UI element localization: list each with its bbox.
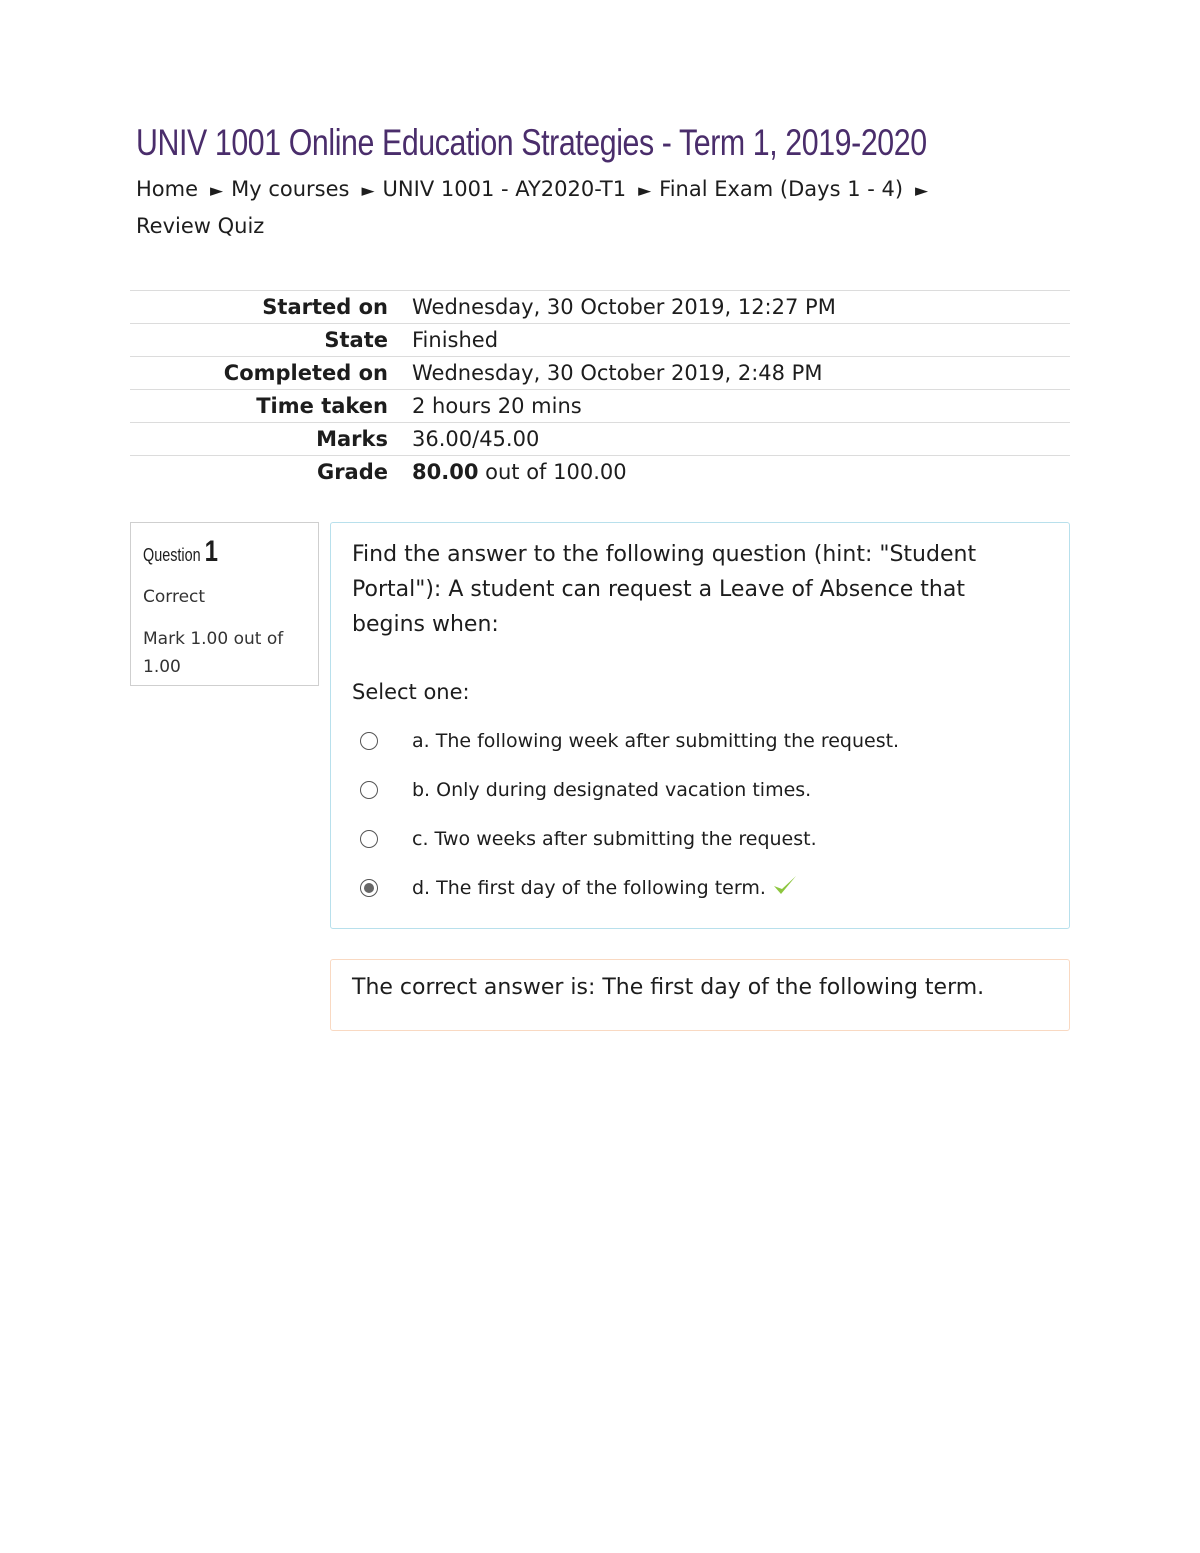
answer-option-d[interactable] (352, 863, 1048, 912)
grade-score: 80.00 (412, 460, 479, 484)
summary-row-marks (130, 422, 1070, 455)
grade-out-of: out of 100.00 (485, 460, 627, 484)
summary-label: Completed on (223, 361, 388, 385)
breadcrumb-quiz-link[interactable]: Final Exam (Days 1 - 4) (659, 177, 904, 201)
question-number (143, 535, 273, 569)
summary-value (388, 460, 627, 484)
radio-button[interactable] (360, 781, 378, 799)
summary-label: Grade (316, 460, 388, 484)
answer-option-b[interactable] (352, 765, 1048, 814)
answer-list (352, 716, 1048, 912)
question-number-value: 1 (204, 535, 218, 568)
summary-label: Started on (262, 295, 388, 319)
radio-button[interactable] (360, 830, 378, 848)
summary-label: Time taken (256, 394, 388, 418)
radio-button[interactable] (360, 732, 378, 750)
quiz-summary-table (130, 290, 1070, 488)
answer-label: b. Only during designated vacation times. (412, 778, 812, 801)
summary-row-completed (130, 356, 1070, 389)
breadcrumb-separator-icon: ► (915, 181, 929, 201)
summary-value: Finished (412, 328, 499, 352)
breadcrumb (136, 172, 1016, 244)
summary-row-grade (130, 455, 1070, 488)
summary-row-started (130, 290, 1070, 323)
question-info-panel (130, 522, 319, 686)
question-text: Find the answer to the following question (hint: "Student Portal"): A student can request a Leave of Absence that begins when: (352, 542, 977, 637)
summary-row-state (130, 323, 1070, 356)
summary-row-time-taken (130, 389, 1070, 422)
summary-label: Marks (316, 427, 388, 451)
answer-label: c. Two weeks after submitting the request. (412, 827, 817, 850)
breadcrumb-course-link[interactable]: UNIV 1001 - AY2020-T1 (382, 177, 627, 201)
question-state: Correct (143, 587, 206, 607)
question-prefix: Question (143, 545, 201, 565)
page-title: UNIV 1001 Online Education Strategies - Term 1, 2019-2020 (136, 122, 927, 163)
breadcrumb-separator-icon: ► (361, 181, 375, 201)
answer-label: d. The first day of the following term. (412, 876, 766, 899)
radio-selected-dot (364, 883, 374, 893)
breadcrumb-home-link[interactable]: Home (136, 177, 199, 201)
breadcrumb-separator-icon: ► (638, 181, 652, 201)
check-icon (772, 873, 798, 902)
summary-label: State (324, 328, 388, 352)
question-content (330, 522, 1070, 929)
breadcrumb-my-courses-link[interactable]: My courses (231, 177, 350, 201)
summary-value: Wednesday, 30 October 2019, 2:48 PM (412, 361, 823, 385)
answer-label: a. The following week after submitting the request. (412, 729, 900, 752)
question-mark: Mark 1.00 out of 1.00 (143, 629, 284, 677)
summary-value: Wednesday, 30 October 2019, 12:27 PM (412, 295, 836, 319)
answer-option-c[interactable] (352, 814, 1048, 863)
radio-button-selected[interactable] (360, 879, 378, 897)
question-prompt: Select one: (352, 680, 470, 704)
breadcrumb-separator-icon: ► (210, 181, 224, 201)
answer-option-a[interactable] (352, 716, 1048, 765)
breadcrumb-current-page: Review Quiz (136, 214, 265, 238)
correct-answer-feedback: The correct answer is: The first day of the following term. (330, 959, 1070, 1031)
summary-value: 2 hours 20 mins (412, 394, 582, 418)
summary-value: 36.00/45.00 (412, 427, 540, 451)
